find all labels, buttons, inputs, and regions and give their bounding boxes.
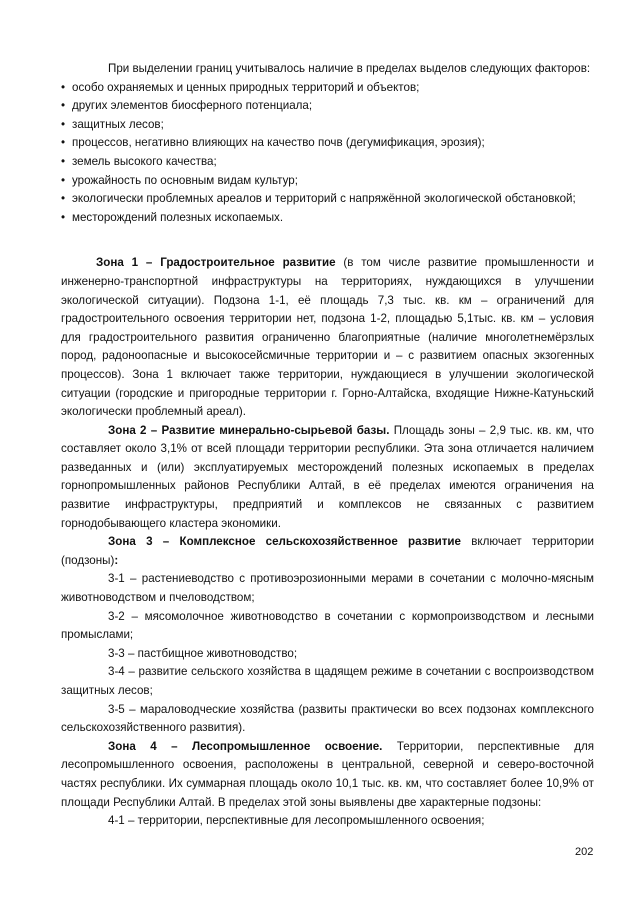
factor-item: • экологически проблемных ареалов и территорий с напряжённой экологической обстановкой; — [61, 190, 594, 209]
factors-list — [61, 79, 594, 228]
subzone-3-5: 3-5 – мараловодческие хозяйства (развиты практически во всех подзонах комплексного сельскохозяйственного развития). — [61, 702, 594, 735]
zone-1-text: (в том числе развитие промышленности и инженерно-транспортной инфраструктуры на территориях, нуждающихся в улучшении экологической ситуации). Подзона 1-1, её площадь 7,3 тыс. кв. км – ограничений для градостроительного освоения территории нет, подзона 1-2, площадью 5,1тыс. кв. км – условия для градостроительного развития ограниченно благоприятные (наличие многолетнемёрзлых пород, радоноопасные и высокосейсмичные территории и – с развитием опасных экзогенных процессов). Зона 1 включает также территории, нуждающиеся в улучшении экологической ситуации (городские и пригородные территории г. Горно-Алтайска, входящие Нижне-Катуньский экологически проблемный ареал). — [61, 256, 594, 419]
zone-4-title: Зона 4 – Лесопромышленное освоение. — [108, 739, 383, 753]
zone-4-paragraph — [61, 738, 594, 812]
zone-1-title: Зона 1 – Градостроительное развитие — [96, 256, 336, 270]
factor-item: • особо охраняемых и ценных природных территорий и объектов; — [61, 79, 594, 98]
factor-item: • месторождений полезных ископаемых. — [61, 209, 594, 228]
factor-item: • защитных лесов; — [61, 116, 594, 135]
zone-3-paragraph — [61, 533, 594, 570]
subzone-3-4: 3-4 – развитие сельского хозяйства в щадящем режиме в сочетании с воспроизводством защитных лесов; — [61, 665, 594, 697]
factor-item: • земель высокого качества; — [61, 153, 594, 172]
factor-item: • других элементов биосферного потенциала; — [61, 97, 594, 116]
zone-2-paragraph — [61, 422, 594, 534]
subzone-3-1: 3-1 – растениеводство с противоэрозионными мерами в сочетании с молочно-мясным животноводством и пчеловодством; — [61, 572, 594, 605]
zone-2-text: Площадь зоны – 2,9 тыс. кв. км, что составляет около 3,1% от всей площади территории республики. Эта зона отличается наличием разведанных и (или) эксплуатируемых месторождений полезных ископаемых в пределах горнопромышленных районов Республики Алтай, в её пределах имеются ограничения на развитие инфраструктуры, предприятий и комплексов не связанных с развитием горнодобывающего кластера экономики. — [61, 423, 595, 530]
zone-3-colon: : — [114, 553, 119, 567]
zone-4-text: Территории, перспективные для лесопромышленного освоения, расположены в центральной, северной и северо-восточной частях республики. Их суммарная площадь около 10,1 тыс. кв. км, что составляет более 10,9% от площади Республики Алтай. В пределах этой зоны выявлены две характерные подзоны: — [61, 739, 594, 809]
zone-3-title: Зона 3 – Комплексное сельскохозяйственное развитие — [108, 535, 461, 549]
zone-2-title: Зона 2 – Развитие минерально-сырьевой базы. — [108, 423, 390, 437]
section-spacer — [61, 227, 594, 254]
subzone-3-3: 3-3 – пастбищное животноводство; — [108, 646, 298, 660]
factor-item: • урожайность по основным видам культур; — [61, 172, 594, 191]
factor-item: • процессов, негативно влияющих на качество почв (дегумификация, эрозия); — [61, 134, 594, 153]
subzone-4-1: 4-1 – территории, перспективные для лесопромышленного освоения; — [108, 814, 485, 828]
subzone-3-2: 3-2 – мясомолочное животноводство в сочетании с кормопроизводством и лесными промыслами; — [61, 609, 594, 642]
intro-paragraph: При выделении границ учитывалось наличие в пределах выделов следующих факторов: — [108, 62, 591, 75]
page-number: 202 — [575, 846, 594, 858]
zone-3-text: включает территории (подзоны) — [61, 535, 595, 567]
zone-1-paragraph — [61, 254, 594, 421]
page-content — [61, 60, 594, 831]
